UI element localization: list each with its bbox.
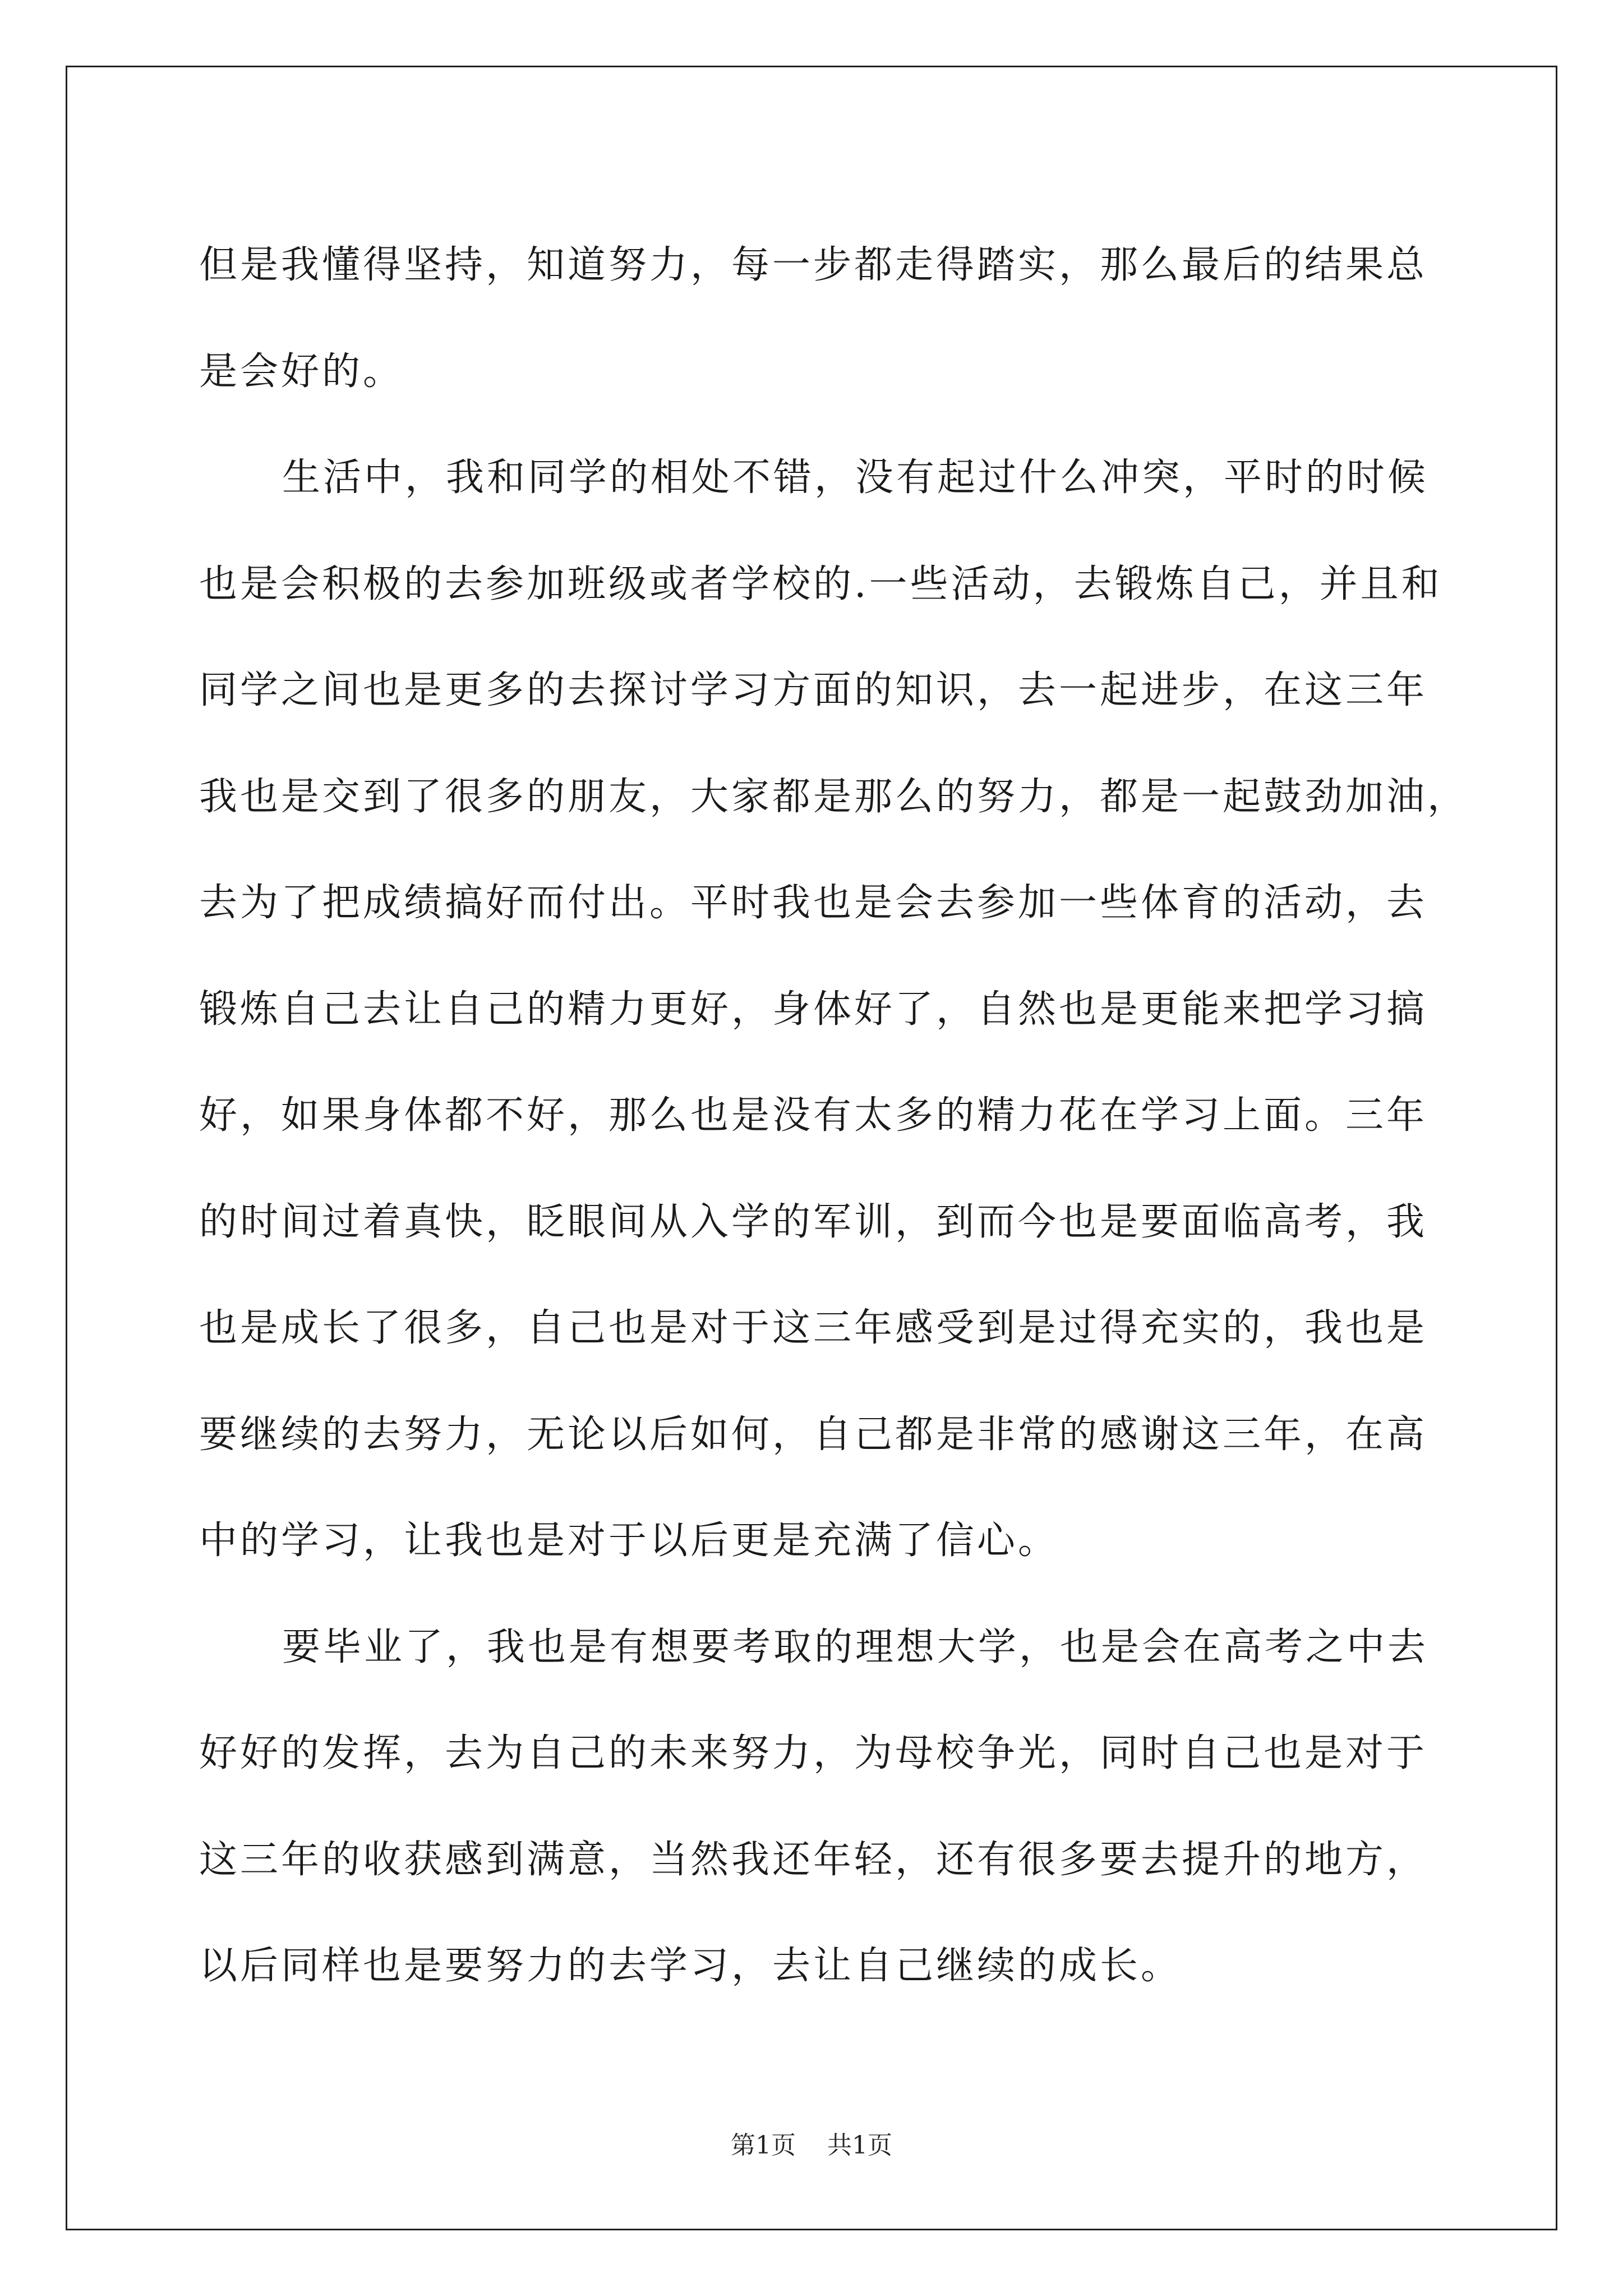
text-line: 锻炼自己去让自己的精力更好，身体好了，自然也是更能来把学习搞	[199, 987, 1428, 1032]
text-line: 也是会积极的去参加班级或者学校的.一些活动，去锻炼自己，并且和	[199, 562, 1442, 606]
text-line: 但是我懂得坚持，知道努力，每一步都走得踏实，那么最后的结果总	[199, 243, 1428, 287]
text-line: 中的学习，让我也是对于以后更是充满了信心。	[199, 1519, 1059, 1563]
text-line: 要继续的去努力，无论以后如何，自己都是非常的感谢这三年，在高	[199, 1412, 1428, 1457]
text-line: 好好的发挥，去为自己的未来努力，为母校争光，同时自己也是对于	[199, 1731, 1428, 1775]
page-footer	[0, 2129, 1623, 2162]
document-body	[199, 212, 1469, 2019]
text-line: 的时间过着真快，眨眼间从入学的军训，到而今也是要面临高考，我	[199, 1199, 1428, 1244]
text-line: 以后同样也是要努力的去学习，去让自己继续的成长。	[199, 1944, 1182, 1988]
text-line: 同学之间也是更多的去探讨学习方面的知识，去一起进步，在这三年	[199, 668, 1428, 712]
text-line: 去为了把成绩搞好而付出。平时我也是会去参加一些体育的活动，去	[199, 881, 1428, 925]
text-line: 好，如果身体都不好，那么也是没有太多的精力花在学习上面。三年	[199, 1093, 1428, 1138]
text-line: 我也是交到了很多的朋友，大家都是那么的努力，都是一起鼓劲加油，	[199, 774, 1469, 819]
text-line: 这三年的收获感到满意，当然我还年轻，还有很多要去提升的地方，	[199, 1837, 1428, 1882]
paragraph-start-line: 生活中，我和同学的相处不错，没有起过什么冲突，平时的时候	[282, 455, 1429, 500]
text-line: 也是成长了很多，自己也是对于这三年感受到是过得充实的，我也是	[199, 1306, 1428, 1350]
page-total: 共1页	[827, 2131, 892, 2160]
text-line: 是会好的。	[199, 349, 404, 394]
page-number: 第1页	[731, 2131, 796, 2160]
paragraph-start-line: 要毕业了，我也是有想要考取的理想大学，也是会在高考之中去	[282, 1625, 1429, 1669]
